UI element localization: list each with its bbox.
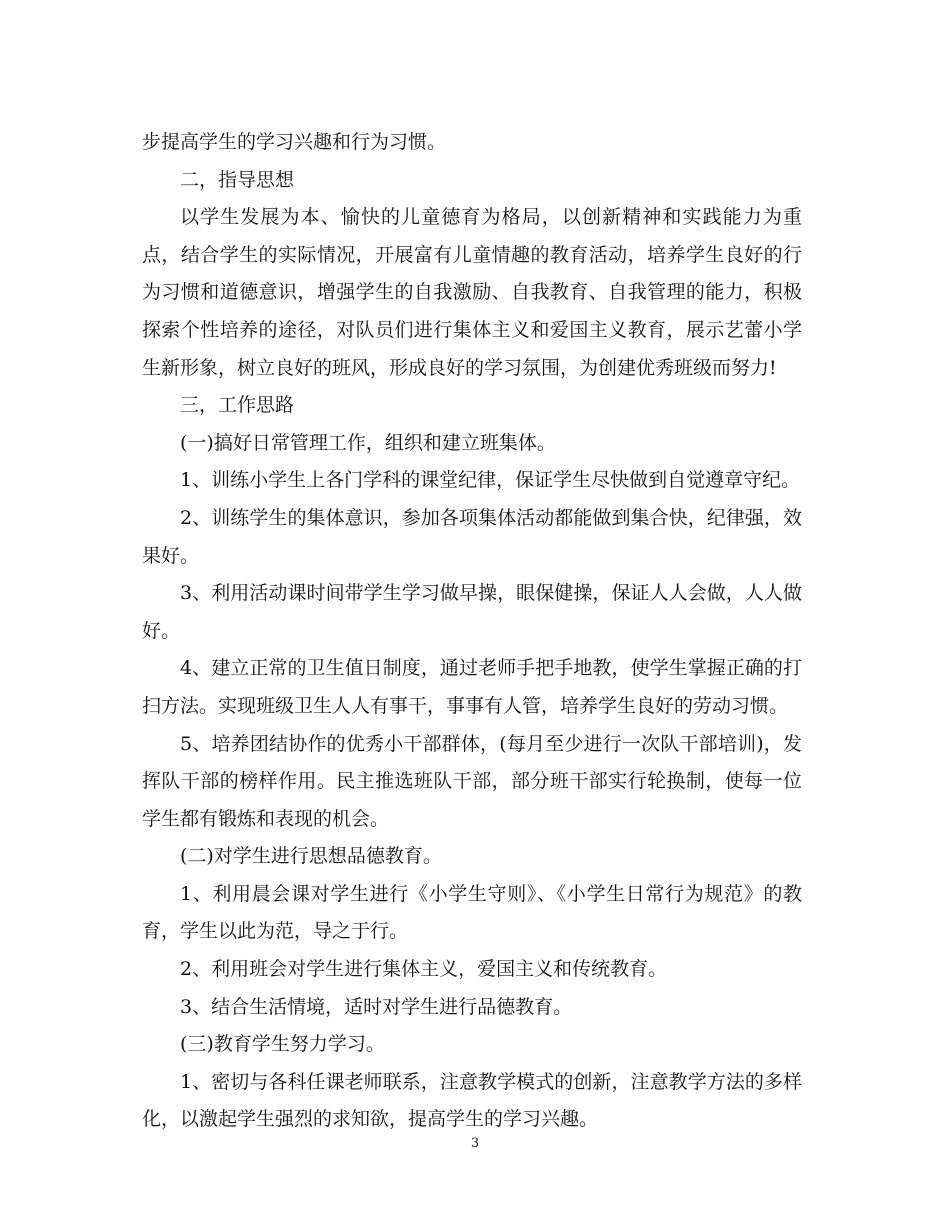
list-item-classroom-discipline: 1、训练小学生上各门学科的课堂纪律，保证学生尽快做到自觉遵章守纪。 [180, 469, 801, 492]
list-item-morning-meeting: 1、利用晨会课对学生进行《小学生守则》、《小学生日常行为规范》的教育，学生以此为范，导之于行。 [142, 882, 802, 943]
subsection-heading-daily-management: (一)搞好日常管理工作，组织和建立班集体。 [180, 431, 556, 454]
section-heading-work-approach: 三，工作思路 [180, 394, 295, 417]
list-item-student-cadres: 5、培养团结协作的优秀小干部群体，(每月至少进行一次队干部培训)，发挥队干部的榜样作用。民主推选班队干部，部分班干部实行轮换制，使每一位学生都有锻炼和表现的机会。 [142, 732, 802, 830]
list-item-class-meeting: 2、利用班会对学生进行集体主义，爱国主义和传统教育。 [180, 958, 668, 981]
list-item-teacher-contact: 1、密切与各科任课老师联系，注意教学模式的创新，注意教学方法的多样化，以激起学生强烈的求知欲，提高学生的学习兴趣。 [142, 1070, 802, 1131]
paragraph-guiding-thought: 以学生发展为本、愉快的儿童德育为格局，以创新精神和实践能力为重点，结合学生的实际情况，开展富有儿童情趣的教育活动，培养学生良好的行为习惯和道德意识，增强学生的自我激励、自我教育、自我管理的能力，积极探索个性培养的途径，对队员们进行集体主义和爱国主义教育，展示艺蕾小学生新形象，树立良好的班风，形成良好的学习氛围，为创建优秀班级而努力! [142, 206, 802, 379]
subsection-heading-moral-education: (二)对学生进行思想品德教育。 [180, 845, 442, 868]
paragraph-continuation: 步提高学生的学习兴趣和行为习惯。 [142, 131, 447, 153]
section-heading-guiding-thought: 二，指导思想 [180, 168, 295, 191]
list-item-morning-exercises: 3、利用活动课时间带学生学习做早操，眼保健操，保证人人会做，人人做好。 [142, 582, 802, 642]
document-body [142, 124, 802, 1139]
list-item-collective-awareness: 2、训练学生的集体意识，参加各项集体活动都能做到集合快，纪律强，效果好。 [142, 506, 802, 567]
list-item-life-situations: 3、结合生活情境，适时对学生进行品德教育。 [180, 995, 573, 1018]
subsection-heading-study-education: (三)教育学生努力学习。 [180, 1033, 385, 1056]
list-item-hygiene-duty: 4、建立正常的卫生值日制度，通过老师手把手地教，使学生掌握正确的打扫方法。实现班级卫生人人有事干，事事有人管，培养学生良好的劳动习惯。 [142, 657, 802, 717]
page-number: 3 [470, 1136, 480, 1151]
